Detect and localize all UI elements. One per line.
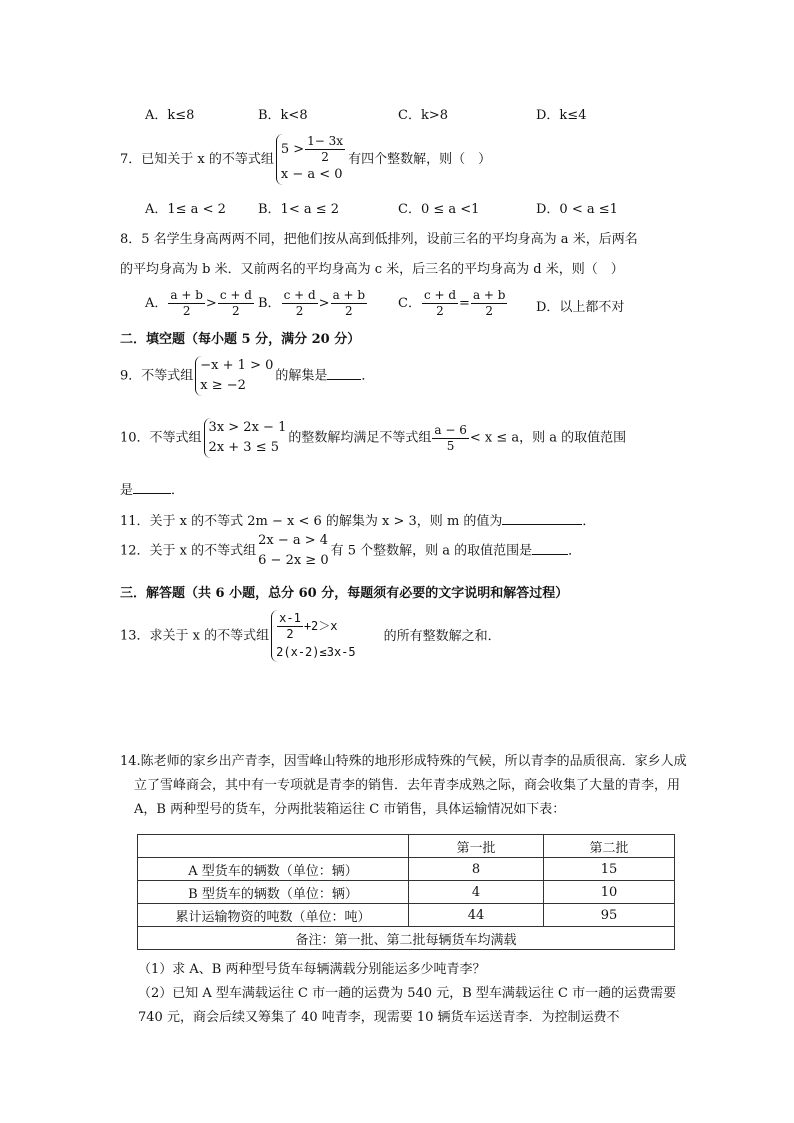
question-10 — [120, 418, 626, 458]
table-cell: 10 — [544, 881, 675, 904]
q10-line2 — [120, 479, 184, 498]
frac-num: c + d — [283, 288, 316, 302]
q8-option-d: D．以上都不对 — [536, 300, 625, 315]
table-row — [138, 904, 675, 927]
q7-option-a: A．1≤ a < 2 — [145, 202, 226, 217]
q11-answer-blank[interactable] — [502, 512, 582, 525]
table-header-cell: 第二批 — [544, 835, 675, 858]
q7-prefix: 7．已知关于 x 的不等式组 — [120, 152, 274, 167]
q7-row1-num: 1− 3x — [307, 134, 344, 148]
q12-prefix: 12．关于 x 的不等式组 — [120, 543, 257, 559]
q9-suffix: 的解集是 — [275, 368, 328, 384]
q7-option-d: D．0 < a ≤1 — [536, 202, 618, 217]
q12-row2: 6 − 2x ≥ 0 — [258, 553, 329, 568]
frac-num: a + b — [472, 288, 506, 302]
q7-row1-left: 5 > — [280, 142, 305, 157]
q10-frac-num: a − 6 — [434, 422, 467, 437]
question-7 — [120, 134, 491, 185]
table-cell: 15 — [544, 858, 675, 881]
q7-suffix: 有四个整数解，则（ ） — [348, 152, 492, 167]
q10-line2-prefix: 是 — [120, 483, 134, 498]
table-header-cell — [138, 835, 409, 858]
q7-system — [276, 134, 346, 185]
q9-system — [195, 356, 273, 396]
table-note: 备注：第一批、第二批每辆货车均满载 — [138, 927, 675, 950]
frac-num: c + d — [423, 288, 457, 302]
table-cell: B 型货车的辆数（单位：辆） — [138, 881, 409, 904]
q10-row1: 3x > 2x − 1 — [208, 420, 287, 435]
frac-num: a + b — [170, 288, 203, 302]
q7-option-b: B．1< a ≤ 2 — [258, 202, 340, 217]
q12-system — [258, 531, 328, 571]
table-cell: A 型货车的辆数（单位：辆） — [138, 858, 409, 881]
q10-after-frac: < x ≤ a，则 a 的取值范围 — [469, 430, 627, 446]
q8-opt-b-label: B． — [258, 296, 281, 311]
q14-part2: （2）已知 A 型车满载运往 C 市一趟的运费为 540 元，B 型车满载运往 C 市一趟的运费需要 740 元，商会后续又筹集了 40 吨青李，现需要 10 辆货车运送青李．为控制运费不 — [138, 986, 677, 1025]
q8-opt-a-label: A． — [145, 296, 168, 311]
q7-row1-den: 2 — [321, 150, 329, 164]
q13-row1-den: 2 — [286, 627, 294, 641]
q13-prefix: 13．求关于 x 的不等式组 — [120, 628, 270, 644]
table-cell: 44 — [409, 904, 544, 927]
table-cell: 8 — [409, 858, 544, 881]
frac-den: 2 — [345, 304, 353, 318]
q7-row2: x − a < 0 — [280, 167, 343, 182]
q10-prefix: 10．不等式组 — [120, 430, 202, 446]
q8-line1: 8．5 名学生身高两两不同，把他们按从高到低排列，设前三名的平均身高为 a 米，后两名 — [120, 232, 638, 247]
q6-option-d: D．k≤4 — [536, 108, 587, 123]
q12-end: ． — [568, 543, 582, 559]
q11-end: ． — [582, 514, 596, 529]
q8-option-c — [398, 288, 508, 319]
q14-text: 14.陈老师的家乡出产青李，因雪峰山特殊的地形形成特殊的气候，所以青李的品质很高．家乡人成立了雪峰商会，其中有一专项就是青李的销售．去年青李成熟之际，商会收集了大量的青李，用 A，B 两种型号的货车，分两批装箱运往 C 市销售，具体运输情况如下表： — [120, 754, 687, 817]
q10-frac-den: 5 — [446, 438, 455, 453]
q10-answer-blank[interactable] — [133, 481, 171, 494]
q10-line2-end: ． — [171, 483, 185, 498]
question-12 — [120, 531, 581, 571]
q13-system — [271, 610, 355, 662]
section-2-heading: 二．填空题（每小题 5 分，满分 20 分） — [120, 332, 361, 347]
table-header-row — [138, 835, 675, 858]
table-row — [138, 858, 675, 881]
frac-den: 2 — [436, 304, 444, 318]
q6-option-c: C．k>8 — [398, 108, 448, 123]
q13-row1-num: x-1 — [279, 611, 301, 625]
q8-opt-c-label: C． — [398, 296, 421, 311]
q9-end: ． — [361, 368, 375, 384]
eq-sign: = — [459, 296, 470, 311]
gt-sign: > — [318, 296, 330, 311]
q12-suffix: 有 5 个整数解，则 a 的取值范围是 — [330, 543, 533, 559]
table-cell: 95 — [544, 904, 675, 927]
q7-option-c: C．0 ≤ a <1 — [398, 202, 480, 217]
frac-num: a + b — [332, 288, 366, 302]
q9-row2: x ≥ −2 — [200, 378, 246, 393]
q14-part1: （1）求 A、B 两种型号货车每辆满载分别能运多少吨青李？ — [138, 962, 486, 977]
q13-row1-rest: +2＞x — [303, 619, 338, 633]
q9-prefix: 9．不等式组 — [120, 368, 194, 384]
section-3-heading: 三．解答题（共 6 小题，总分 60 分，每题须有必要的文字说明和解答过程） — [120, 586, 569, 601]
frac-den: 2 — [295, 304, 304, 318]
table-header-cell: 第一批 — [409, 835, 544, 858]
q13-row2: 2(x-2)≤3x-5 — [276, 645, 356, 659]
q10-system — [204, 418, 287, 458]
gt-sign: > — [205, 296, 217, 311]
question-9 — [120, 356, 374, 396]
frac-den: 2 — [182, 304, 191, 318]
q8-option-a — [145, 288, 255, 319]
q14-table — [137, 834, 675, 950]
q12-row1: 2x − a > 4 — [258, 533, 329, 548]
frac-den: 2 — [485, 304, 494, 318]
q8-option-b — [258, 288, 368, 319]
q6-option-a: A．k≤8 — [145, 108, 195, 123]
q10-row2: 2x + 3 ≤ 5 — [208, 440, 280, 455]
table-note-row — [138, 927, 675, 950]
q12-answer-blank[interactable] — [532, 542, 568, 555]
q11-text: 11．关于 x 的不等式 2m − x < 6 的解集为 x > 3，则 m 的值为 — [120, 514, 503, 529]
question-11 — [120, 510, 595, 529]
q9-answer-blank[interactable] — [327, 367, 361, 380]
frac-num: c + d — [219, 288, 252, 302]
table-row — [138, 881, 675, 904]
table-cell: 4 — [409, 881, 544, 904]
q9-row1: −x + 1 > 0 — [200, 358, 274, 373]
q6-option-b: B．k<8 — [258, 108, 308, 123]
q8-line2: 的平均身高为 b 米．又前两名的平均身高为 c 米，后三名的平均身高为 d 米，则（ ） — [120, 262, 624, 277]
q10-middle: 的整数解均满足不等式组 — [288, 430, 432, 446]
question-13 — [120, 610, 501, 662]
q13-suffix: 的所有整数解之和． — [383, 628, 501, 644]
frac-den: 2 — [232, 304, 240, 318]
table-cell: 累计运输物资的吨数（单位：吨） — [138, 904, 409, 927]
